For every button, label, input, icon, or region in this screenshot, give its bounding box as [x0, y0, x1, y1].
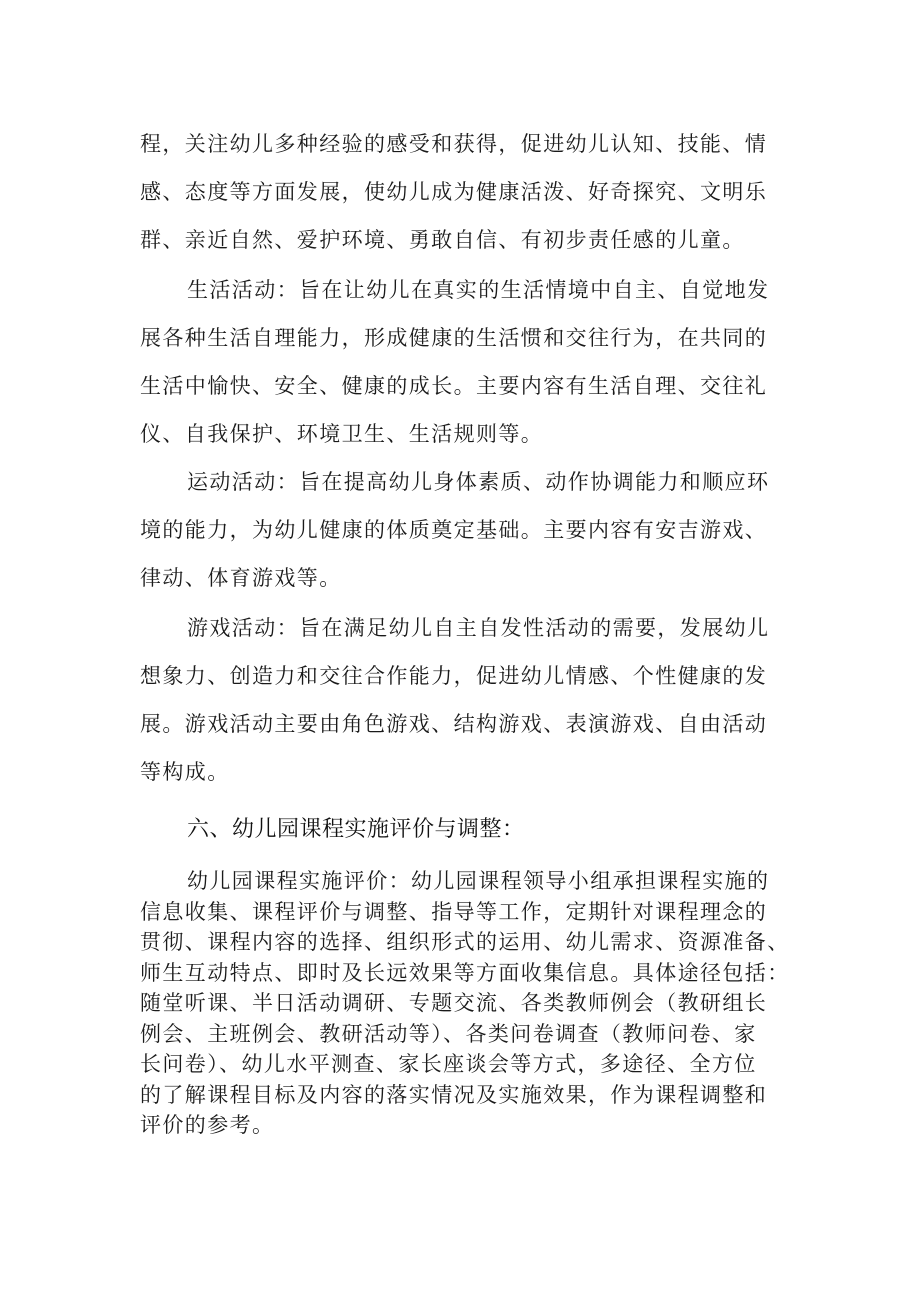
paragraph-line: 感、态度等方面发展，使幼儿成为健康活泼、好奇探究、文明乐 [140, 180, 768, 204]
paragraph-line: 例会、主班例会、教研活动等）、各类问卷调查（教师问卷、家 [140, 1021, 757, 1046]
paragraph-line: 长问卷）、幼儿水平测查、家长座谈会等方式，多途径、全方位 [140, 1052, 757, 1076]
paragraph-line: 仪、自我保护、环境卫生、生活规则等。 [140, 422, 544, 446]
section-heading: 六、幼儿园课程实施评价与调整： [187, 817, 525, 842]
paragraph-line: 运动活动：旨在提高幼儿身体素质、动作协调能力和顺应环 [187, 470, 770, 494]
sports-activity-paragraph [140, 458, 785, 602]
evaluation-paragraph [140, 866, 790, 1141]
paragraph-line: 展各种生活自理能力，形成健康的生活惯和交往行为，在共同的 [140, 326, 768, 350]
game-activity-paragraph [140, 604, 785, 796]
life-activity-paragraph [140, 266, 785, 458]
paragraph-line: 的了解课程目标及内容的落实情况及实施效果，作为课程调整和 [140, 1082, 768, 1107]
paragraph-line: 境的能力，为幼儿健康的体质奠定基础。主要内容有安吉游戏、 [140, 518, 768, 542]
paragraph-line: 群、亲近自然、爱护环境、勇敢自信、有初步责任感的儿童。 [140, 228, 745, 252]
paragraph-line: 幼儿园课程实施评价：幼儿园课程领导小组承担课程实施的 [187, 869, 770, 893]
paragraph-line: 随堂听课、半日活动调研、专题交流、各类教师例会（教研组长 [140, 991, 768, 1015]
paragraph-line: 信息收集、课程评价与调整、指导等工作，定期针对课程理念的 [140, 899, 768, 924]
paragraph-line: 想象力、创造力和交往合作能力，促进幼儿情感、个性健康的发 [140, 664, 768, 688]
intro-paragraph [140, 120, 785, 264]
paragraph-line: 游戏活动：旨在满足幼儿自主自发性活动的需要，发展幼儿 [187, 616, 770, 640]
paragraph-line: 师生互动特点、即时及长远效果等方面收集信息。具体途径包括： [140, 960, 790, 985]
paragraph-line: 等构成。 [140, 760, 230, 784]
paragraph-line: 评价的参考。 [140, 1113, 275, 1137]
paragraph-line: 生活中愉快、安全、健康的成长。主要内容有生活自理、交往礼 [140, 374, 768, 398]
paragraph-line: 程，关注幼儿多种经验的感受和获得，促进幼儿认知、技能、情 [140, 132, 768, 156]
paragraph-line: 生活活动：旨在让幼儿在真实的生活情境中自主、自觉地发 [187, 278, 770, 302]
paragraph-line: 贯彻、课程内容的选择、组织形式的运用、幼儿需求、资源准备、 [140, 930, 790, 954]
paragraph-line: 律动、体育游戏等。 [140, 566, 342, 590]
paragraph-line: 展。游戏活动主要由角色游戏、结构游戏、表演游戏、自由活动 [140, 712, 768, 736]
